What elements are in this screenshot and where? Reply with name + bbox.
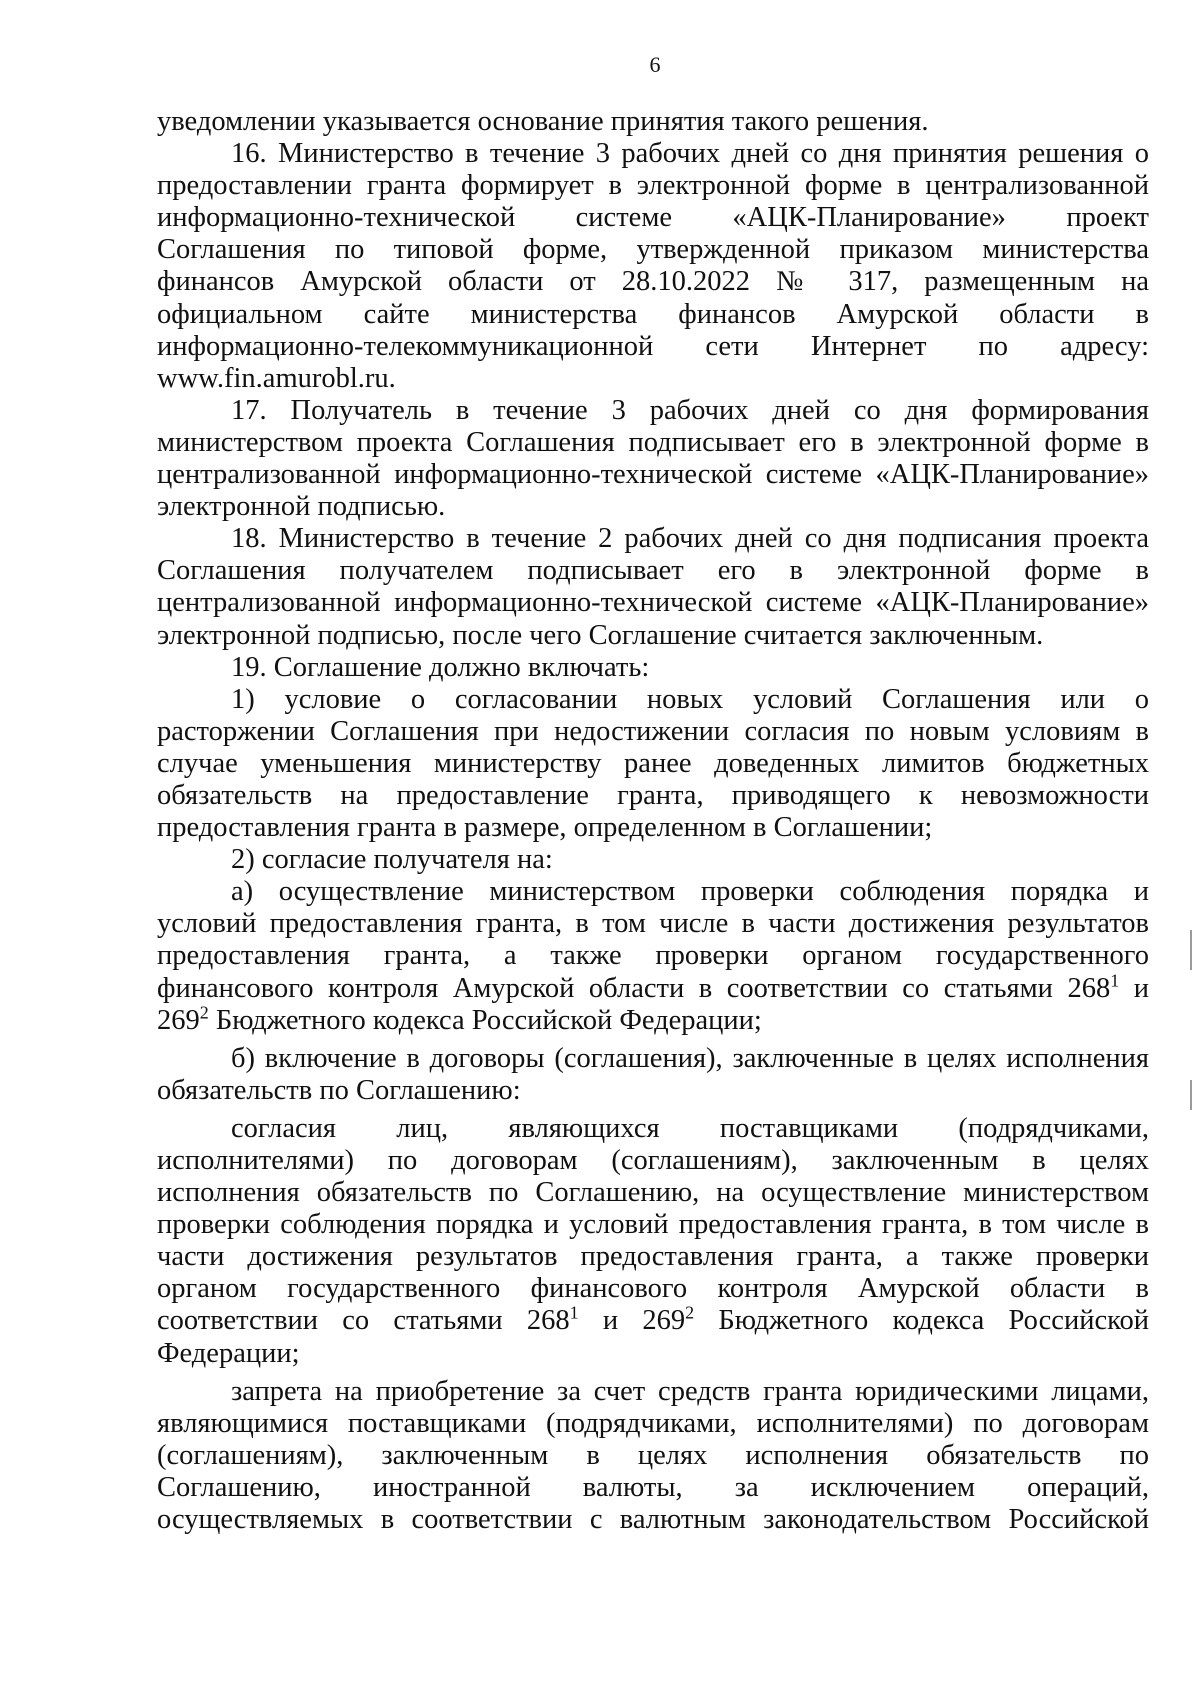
- text-line-with-superscript: [157, 1305, 1149, 1337]
- text-fragment: соответствии со статьями 268: [157, 1305, 570, 1337]
- text-line: предоставления гранта, а также проверки органом государственного: [157, 940, 1149, 972]
- text-line: электронной подписью.: [157, 491, 446, 523]
- consent-line: согласия лиц, являющихся поставщиками (подрядчиками,: [231, 1112, 1149, 1144]
- text-line: Федерации;: [157, 1337, 300, 1369]
- text-line: (соглашениям), заключенным в целях исполнения обязательств по: [157, 1439, 1149, 1471]
- text-fragment: Бюджетного кодекса Российской Федерации;: [215, 1004, 762, 1036]
- scan-edge-mark: [1190, 930, 1192, 970]
- text-line: части достижения результатов предоставления гранта, а также проверки: [157, 1241, 1149, 1273]
- text-line: проверки соблюдения порядка и условий предоставления гранта, в том числе в: [157, 1209, 1149, 1241]
- text-fragment: Бюджетного кодекса Российской: [718, 1305, 1149, 1337]
- item-a-line: а) осуществление министерством проверки соблюдения порядка и: [231, 876, 1149, 908]
- text-line: министерством проекта Соглашения подписывает его в электронной форме в: [157, 426, 1149, 458]
- page-number: 6: [649, 52, 661, 77]
- text-line: официальном сайте министерства финансов Амурской области в: [157, 298, 1149, 330]
- text-line: обязательств на предоставление гранта, приводящего к невозможности: [157, 779, 1149, 811]
- text-line: электронной подписью, после чего Соглашение считается заключенным.: [157, 619, 1044, 651]
- text-line: централизованной информационно-технической системе «АЦК-Планирование»: [157, 587, 1149, 619]
- paragraph-19-line: 19. Соглашение должно включать:: [231, 651, 650, 683]
- text-line: условий предоставления гранта, в том числе в части достижения результатов: [157, 908, 1149, 940]
- text-line: осуществляемых в соответствии с валютным законодательством Российской: [157, 1504, 1149, 1536]
- text-line: централизованной информационно-технической системе «АЦК-Планирование»: [157, 459, 1149, 491]
- item-b-line: б) включение в договоры (соглашения), заключенные в целях исполнения: [231, 1042, 1149, 1074]
- superscript: 2: [685, 1305, 695, 1323]
- text-fragment: финансового контроля Амурской области в соответствии со статьями 268: [157, 972, 1111, 1004]
- text-fragment: 269: [157, 1004, 200, 1036]
- text-line: исполнителями) по договорам (соглашениям), заключенным в целях: [157, 1145, 1149, 1176]
- scan-edge-mark: [1190, 1080, 1192, 1110]
- text-line: информационно-технической системе «АЦК-Планирование» проект: [157, 202, 1149, 234]
- text-line: являющимися поставщиками (подрядчиками, исполнителями) по договорам: [157, 1407, 1149, 1439]
- text-line: исполнения обязательств по Соглашению, на осуществление министерством: [157, 1177, 1149, 1209]
- text-line: финансов Амурской области от 28.10.2022 № 317, размещенным на: [157, 266, 1149, 298]
- paragraph-18-line: 18. Министерство в течение 2 рабочих дней со дня подписания проекта: [231, 523, 1149, 555]
- text-line: Соглашению, иностранной валюты, за исключением операций,: [157, 1471, 1149, 1503]
- superscript: 2: [199, 1002, 209, 1023]
- text-line-with-superscript: [157, 1002, 1149, 1037]
- superscript: 1: [1110, 972, 1120, 991]
- text-line: расторжении Соглашения при недостижении согласия по новым условиям в: [157, 715, 1149, 747]
- text-line: случае уменьшения министерству ранее доведенных лимитов бюджетных: [157, 747, 1149, 779]
- document-body: [157, 106, 1149, 1536]
- item-2-line: 2) согласие получателя на:: [231, 844, 553, 876]
- text-line: информационно-телекоммуникационной сети Интернет по адресу:: [157, 330, 1149, 362]
- superscript: 1: [569, 1305, 579, 1323]
- text-line: Соглашения получателем подписывает его в электронной форме в: [157, 555, 1149, 587]
- text-line: органом государственного финансового контроля Амурской области в: [157, 1273, 1149, 1305]
- text-fragment: и 269: [602, 1305, 686, 1337]
- text-fragment: и: [1133, 972, 1149, 1004]
- text-line-with-superscript: [157, 973, 1149, 1005]
- text-line: уведомлении указывается основание принятия такого решения.: [157, 106, 929, 137]
- text-line: обязательств по Соглашению:: [157, 1074, 521, 1106]
- website-link-text: www.fin.amurobl.ru.: [157, 362, 396, 394]
- text-line: предоставления гранта в размере, определенном в Соглашении;: [157, 812, 933, 844]
- text-line: Соглашения по типовой форме, утвержденной приказом министерства: [157, 234, 1149, 266]
- item-1-line: 1) условие о согласовании новых условий Соглашения или о: [231, 683, 1149, 715]
- paragraph-16-line: 16. Министерство в течение 3 рабочих дней со дня принятия решения о: [231, 138, 1149, 170]
- text-line: предоставлении гранта формирует в электронной форме в централизованной: [157, 170, 1149, 202]
- prohibition-line: запрета на приобретение за счет средств гранта юридическими лицами,: [231, 1375, 1149, 1407]
- paragraph-17-line: 17. Получатель в течение 3 рабочих дней со дня формирования: [231, 394, 1149, 426]
